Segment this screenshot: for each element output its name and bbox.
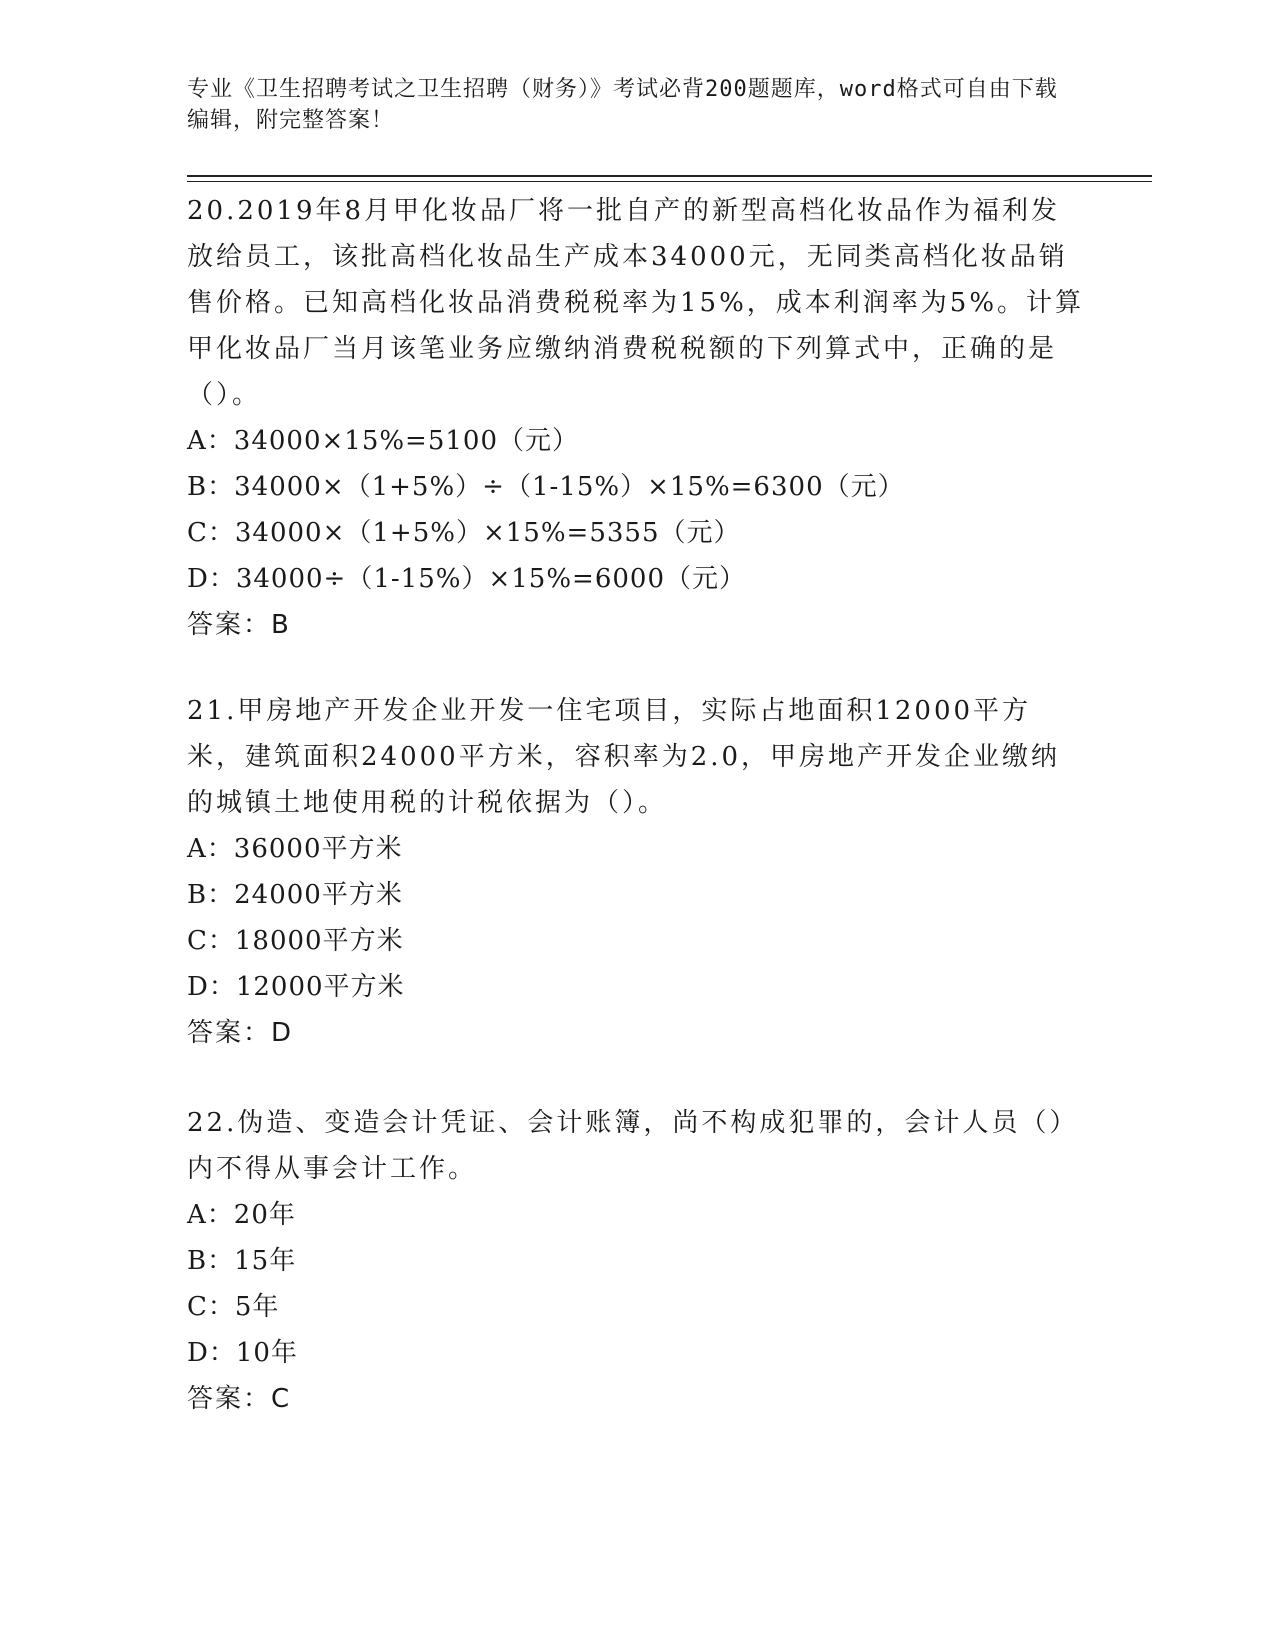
- answer-line: 答案：D: [187, 1018, 294, 1048]
- option-b: B：24000平方米: [187, 880, 403, 910]
- option-c: C：18000平方米: [187, 926, 404, 956]
- option-c: C：5年: [187, 1292, 280, 1322]
- question-stem: 21.甲房地产开发企业开发一住宅项目，实际占地面积12000平方米，建筑面积24000平方米，容积率为2.0，甲房地产开发企业缴纳的城镇土地使用税的计税依据为（）。: [187, 696, 1061, 818]
- option-b: B：15年: [187, 1246, 297, 1276]
- document-header: 专业《卫生招聘考试之卫生招聘（财务）》考试必背200题题库，word格式可自由下载编辑，附完整答案！: [187, 77, 1058, 133]
- option-d: D：10年: [187, 1338, 298, 1368]
- header-divider-thin: [187, 181, 1152, 182]
- answer-line: 答案：C: [187, 1384, 292, 1414]
- option-b: B：34000×（1+5%）÷（1-15%）×15%=6300（元）: [187, 472, 905, 502]
- question-stem: 22.伪造、变造会计凭证、会计账簿，尚不构成犯罪的，会计人员（）内不得从事会计工作。: [187, 1108, 1079, 1184]
- option-a: A：20年: [187, 1200, 296, 1230]
- option-a: A：34000×15%=5100（元）: [187, 426, 580, 456]
- option-a: A：36000平方米: [187, 834, 403, 864]
- question-stem: 20.2019年8月甲化妆品厂将一批自产的新型高档化妆品作为福利发放给员工，该批高档化妆品生产成本34000元，无同类高档化妆品销售价格。已知高档化妆品消费税税率为15%，成本利润率为5%。计算甲化妆品厂当月该笔业务应缴纳消费税税额的下列算式中，正确的是（）。: [187, 196, 1085, 410]
- question-20: [187, 188, 1087, 648]
- header-divider-thick: [187, 175, 1152, 177]
- option-c: C：34000×（1+5%）×15%=5355（元）: [187, 518, 741, 548]
- option-d: D：12000平方米: [187, 972, 405, 1002]
- answer-line: 答案：B: [187, 610, 291, 640]
- option-d: D：34000÷（1-15%）×15%=6000（元）: [187, 564, 746, 594]
- question-21: [187, 688, 1087, 1056]
- question-22: [187, 1100, 1087, 1422]
